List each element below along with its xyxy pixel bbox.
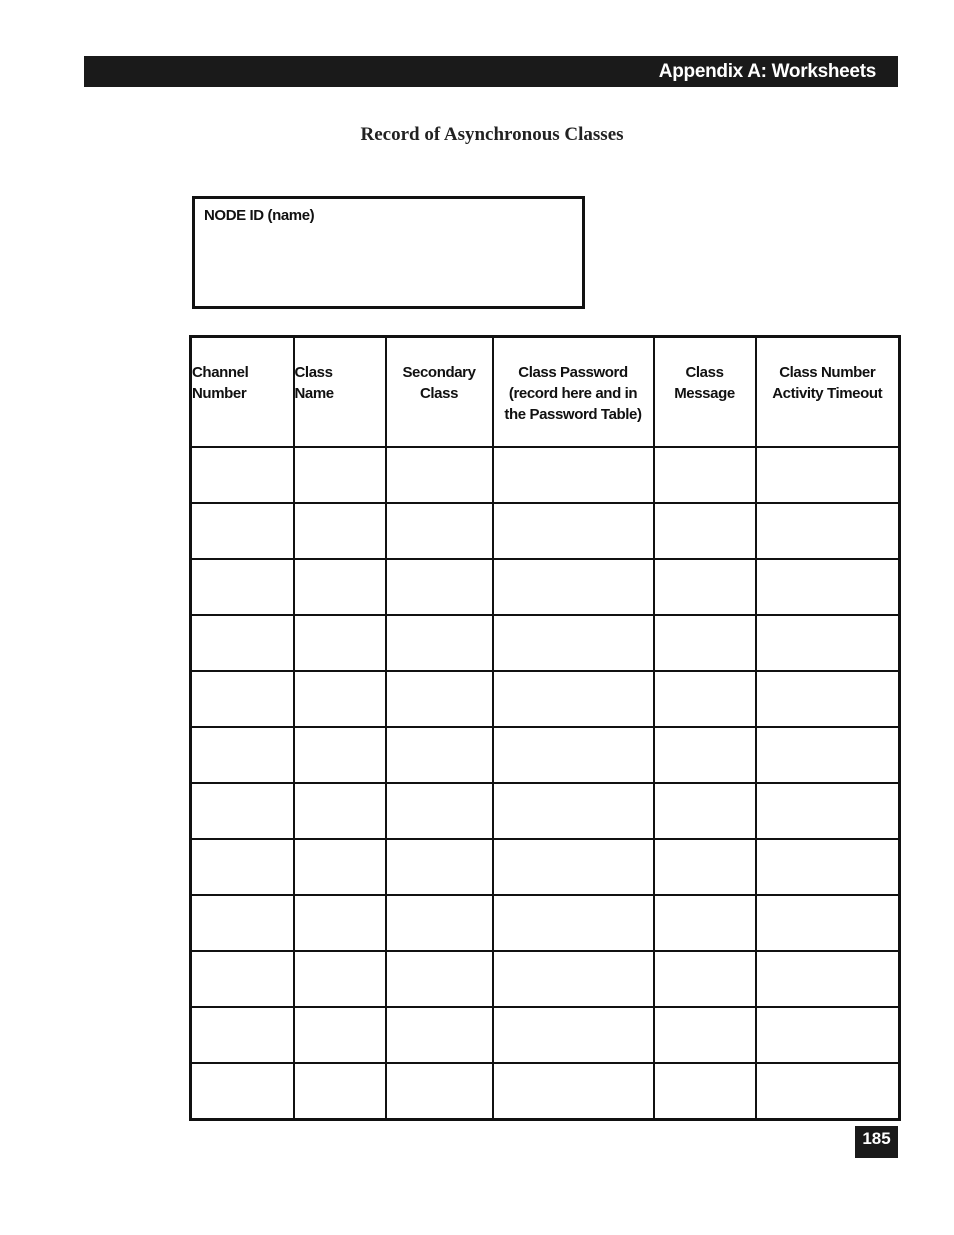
table-cell[interactable] <box>386 671 493 727</box>
table-cell[interactable] <box>654 671 756 727</box>
page-title: Record of Asynchronous Classes <box>360 124 624 145</box>
table-cell[interactable] <box>654 1063 756 1120</box>
table-cell[interactable] <box>654 727 756 783</box>
table-cell[interactable] <box>294 559 386 615</box>
table-cell[interactable] <box>493 951 654 1007</box>
table-cell[interactable] <box>294 503 386 559</box>
table-row <box>191 727 900 783</box>
table-cell[interactable] <box>756 839 900 895</box>
table-cell[interactable] <box>386 447 493 503</box>
table-cell[interactable] <box>654 839 756 895</box>
table-cell[interactable] <box>756 895 900 951</box>
table-cell[interactable] <box>654 1007 756 1063</box>
table-row <box>191 895 900 951</box>
table-cell[interactable] <box>191 503 294 559</box>
table-cell[interactable] <box>493 615 654 671</box>
node-id-field[interactable] <box>192 196 585 309</box>
table-cell[interactable] <box>493 559 654 615</box>
classes-worksheet-table <box>189 335 901 1121</box>
table-cell[interactable] <box>294 839 386 895</box>
table-cell[interactable] <box>654 783 756 839</box>
table-cell[interactable] <box>191 1007 294 1063</box>
table-cell[interactable] <box>386 727 493 783</box>
table-cell[interactable] <box>386 1007 493 1063</box>
table-cell[interactable] <box>294 1007 386 1063</box>
table-row <box>191 503 900 559</box>
table-cell[interactable] <box>386 951 493 1007</box>
table-cell[interactable] <box>191 727 294 783</box>
table-cell[interactable] <box>756 559 900 615</box>
table-cell[interactable] <box>756 1063 900 1120</box>
table-cell[interactable] <box>654 559 756 615</box>
table-cell[interactable] <box>191 951 294 1007</box>
table-cell[interactable] <box>493 839 654 895</box>
table-row <box>191 1007 900 1063</box>
page-number: 185 <box>855 1126 898 1158</box>
table-row <box>191 671 900 727</box>
table-cell[interactable] <box>294 615 386 671</box>
table-cell[interactable] <box>654 447 756 503</box>
node-id-label: NODE ID (name) <box>204 207 315 224</box>
table-cell[interactable] <box>386 503 493 559</box>
table-cell[interactable] <box>756 951 900 1007</box>
table-body <box>191 447 900 1120</box>
table-cell[interactable] <box>654 951 756 1007</box>
table-cell[interactable] <box>756 783 900 839</box>
table-cell[interactable] <box>191 559 294 615</box>
table-cell[interactable] <box>294 783 386 839</box>
table-row <box>191 839 900 895</box>
table-cell[interactable] <box>756 447 900 503</box>
table-cell[interactable] <box>191 839 294 895</box>
table-cell[interactable] <box>191 615 294 671</box>
table-row <box>191 559 900 615</box>
table-row <box>191 447 900 503</box>
table-cell[interactable] <box>756 727 900 783</box>
table-cell[interactable] <box>493 895 654 951</box>
column-header-channel-number: Channel Number <box>191 337 294 447</box>
table-cell[interactable] <box>294 895 386 951</box>
table-cell[interactable] <box>386 615 493 671</box>
table-row <box>191 615 900 671</box>
running-header-title: Appendix A: Worksheets <box>658 61 876 82</box>
column-header-class-message: Class Message <box>654 337 756 447</box>
table-cell[interactable] <box>756 503 900 559</box>
table-cell[interactable] <box>294 951 386 1007</box>
table-cell[interactable] <box>386 839 493 895</box>
table-cell[interactable] <box>191 447 294 503</box>
table-cell[interactable] <box>493 1063 654 1120</box>
table-cell[interactable] <box>493 671 654 727</box>
table-cell[interactable] <box>654 615 756 671</box>
table-cell[interactable] <box>294 1063 386 1120</box>
table-cell[interactable] <box>493 1007 654 1063</box>
column-header-class-name: Class Name <box>294 337 386 447</box>
column-header-secondary-class: Secondary Class <box>386 337 493 447</box>
table-cell[interactable] <box>191 671 294 727</box>
table-cell[interactable] <box>191 783 294 839</box>
table-cell[interactable] <box>294 671 386 727</box>
table-cell[interactable] <box>191 1063 294 1120</box>
table-row <box>191 1063 900 1120</box>
table-cell[interactable] <box>294 727 386 783</box>
table-row <box>191 951 900 1007</box>
table-cell[interactable] <box>493 447 654 503</box>
table-cell[interactable] <box>493 503 654 559</box>
table-cell[interactable] <box>386 783 493 839</box>
column-header-class-password: Class Password (record here and in the Password Table) <box>493 337 654 447</box>
table-cell[interactable] <box>756 615 900 671</box>
table-cell[interactable] <box>654 895 756 951</box>
table-cell[interactable] <box>654 503 756 559</box>
table-cell[interactable] <box>294 447 386 503</box>
column-header-activity-timeout: Class Number Activity Timeout <box>756 337 900 447</box>
table-cell[interactable] <box>386 559 493 615</box>
table-cell[interactable] <box>756 671 900 727</box>
running-header <box>84 56 898 87</box>
table-header-row <box>191 337 900 447</box>
table-cell[interactable] <box>191 895 294 951</box>
table-cell[interactable] <box>756 1007 900 1063</box>
table-cell[interactable] <box>493 783 654 839</box>
table-cell[interactable] <box>386 1063 493 1120</box>
table-row <box>191 783 900 839</box>
table-cell[interactable] <box>493 727 654 783</box>
table-cell[interactable] <box>386 895 493 951</box>
